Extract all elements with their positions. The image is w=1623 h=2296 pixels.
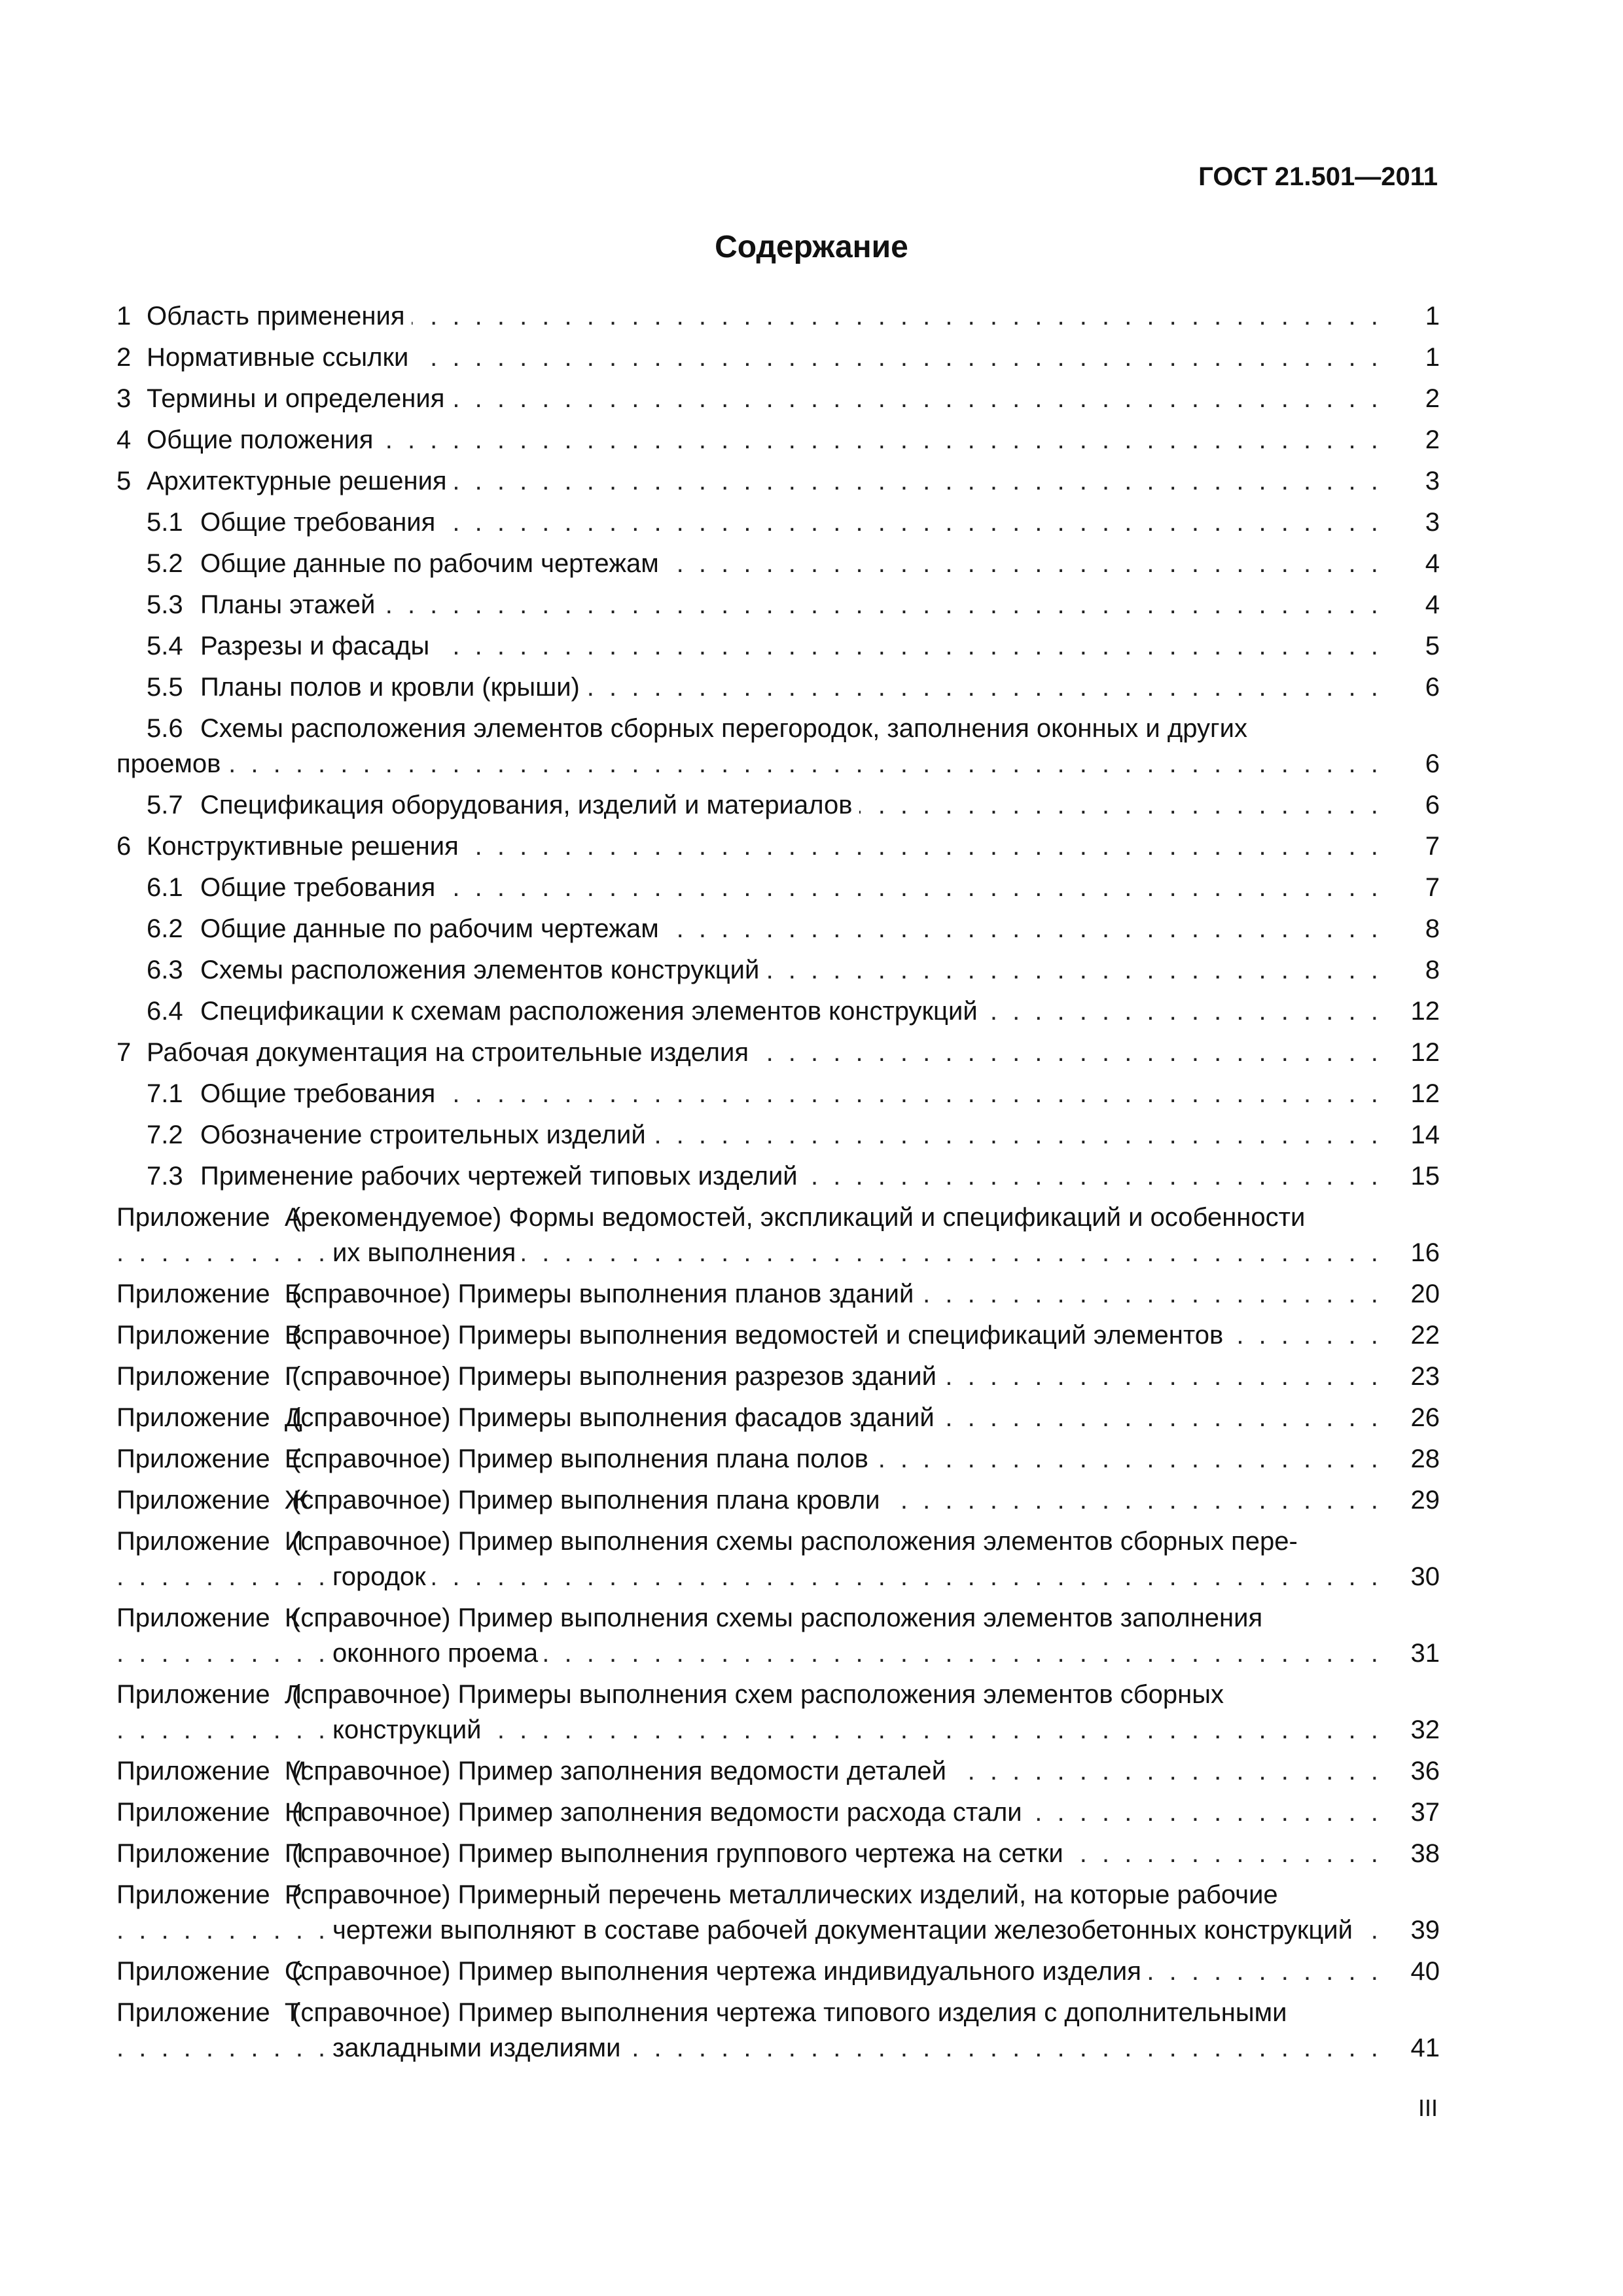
appendix-label: Приложение Е: [116, 1444, 302, 1473]
appendix-title: (справочное) Примеры выполнения разрезов зданий: [292, 1362, 936, 1391]
appendix-entry[interactable]: [116, 1441, 1440, 1477]
toc-entry-page: 12: [1386, 1076, 1440, 1111]
appendix-label: Приложение К: [116, 1604, 300, 1632]
toc-entry[interactable]: [116, 952, 1440, 988]
toc-entry-number: 7.3: [147, 1162, 183, 1191]
toc-entry-title: Общие требования: [200, 873, 436, 902]
toc-entry-page: 4: [1386, 587, 1440, 622]
toc-entry-number: 4: [116, 425, 132, 454]
appendix-page: 26: [1386, 1400, 1440, 1435]
appendix-continuation: городок: [332, 1562, 433, 1591]
appendix-entry[interactable]: [116, 1600, 1440, 1671]
appendix-label: Приложение Т: [116, 1998, 301, 2027]
appendix-entry[interactable]: [116, 1400, 1440, 1435]
appendix-title: (справочное) Примеры выполнения фасадов зданий: [292, 1403, 935, 1432]
appendix-entry[interactable]: [116, 1359, 1440, 1394]
appendix-label: Приложение Б: [116, 1280, 302, 1308]
toc-entry-title: Спецификации к схемам расположения элементов конструкций: [200, 997, 978, 1026]
toc-entry[interactable]: [116, 787, 1440, 823]
appendix-title: (справочное) Пример выполнения группового чертежа на сетки: [292, 1839, 1063, 1868]
appendix-entry[interactable]: [116, 1836, 1440, 1871]
toc-entry-title: Спецификация оборудования, изделий и материалов: [200, 791, 853, 819]
toc-entry-continuation: проемов: [116, 749, 227, 778]
appendix-label: Приложение М: [116, 1757, 307, 1785]
appendix-page: 16: [1386, 1235, 1440, 1270]
toc-entry-title: Планы полов и кровли (крыши): [200, 673, 580, 702]
appendix-continuation: конструкций: [332, 1715, 488, 1744]
appendix-continuation: закладными изделиями: [332, 2034, 628, 2062]
appendix-title: (справочное) Пример заполнения ведомости деталей: [292, 1757, 947, 1785]
toc-entry-title: Планы этажей: [200, 590, 376, 619]
appendix-entry[interactable]: [116, 1524, 1440, 1594]
appendix-label: Приложение Л: [116, 1680, 302, 1709]
appendix-label: Приложение С: [116, 1957, 304, 1986]
toc-entry[interactable]: [116, 711, 1440, 781]
toc-entry-number: 7: [116, 1038, 132, 1067]
toc-entry-number: 5.3: [147, 590, 183, 619]
toc-entry-number: 5.4: [147, 632, 183, 660]
appendix-title: (справочное) Пример выполнения схемы расположения элементов сборных пере-: [292, 1527, 1298, 1556]
toc-entry-number: 1: [116, 302, 132, 331]
appendix-label: Приложение В: [116, 1321, 302, 1350]
toc-entry-number: 6.3: [147, 956, 183, 984]
appendix-continuation: чертежи выполняют в составе рабочей документации железобетонных конструкций: [332, 1916, 1359, 1945]
toc-entry-number: 6.2: [147, 914, 183, 943]
toc-entry-title: Общие требования: [200, 1079, 436, 1108]
appendix-page: 32: [1386, 1712, 1440, 1748]
appendix-label: Приложение Н: [116, 1798, 304, 1827]
appendix-page: 39: [1386, 1912, 1440, 1948]
toc-entry-number: 6.1: [147, 873, 183, 902]
toc-entry-number: 5.6: [147, 714, 183, 743]
toc-entry[interactable]: [116, 911, 1440, 946]
page-title: Содержание: [715, 230, 908, 264]
appendix-entry[interactable]: [116, 1482, 1440, 1518]
appendix-page: 29: [1386, 1482, 1440, 1518]
toc-entry[interactable]: [116, 1117, 1440, 1153]
toc-entry[interactable]: [116, 829, 1440, 864]
toc-entry-title: Обозначение строительных изделий: [200, 1121, 646, 1149]
toc-entry-number: 5: [116, 467, 132, 495]
appendix-label: Приложение П: [116, 1839, 304, 1868]
toc-entry[interactable]: [116, 546, 1440, 581]
appendix-page: 37: [1386, 1795, 1440, 1830]
toc-entry-page: 4: [1386, 546, 1440, 581]
toc-entry-title: Схемы расположения элементов сборных перегородок, заполнения оконных и других: [200, 714, 1247, 743]
appendix-continuation: оконного проема: [332, 1639, 544, 1668]
toc-entry-page: 3: [1386, 463, 1440, 499]
toc-entry-page: 6: [1386, 670, 1440, 705]
document-code: ГОСТ 21.501—2011: [1198, 162, 1438, 191]
toc-entry-title: Рабочая документация на строительные изделия: [147, 1038, 749, 1067]
toc-entry-title: Общие требования: [200, 508, 436, 537]
toc-entry-number: 3: [116, 384, 132, 413]
toc-entry[interactable]: [116, 628, 1440, 664]
appendix-continuation: их выполнения: [332, 1238, 522, 1267]
appendix-label: Приложение Р: [116, 1880, 302, 1909]
appendix-title: (справочное) Примерный перечень металлических изделий, на которые рабочие: [292, 1880, 1278, 1909]
toc-entry-page: 7: [1386, 829, 1440, 864]
toc-entry-number: 2: [116, 343, 132, 372]
appendix-entry[interactable]: [116, 1276, 1440, 1312]
appendix-title: (справочное) Примеры выполнения ведомостей и спецификаций элементов: [292, 1321, 1224, 1350]
appendix-page: 23: [1386, 1359, 1440, 1394]
toc-entry[interactable]: [116, 340, 1440, 375]
appendix-entry[interactable]: [116, 1200, 1440, 1270]
toc-entry-title: Схемы расположения элементов конструкций: [200, 956, 760, 984]
appendix-page: 20: [1386, 1276, 1440, 1312]
toc-entry-page: 12: [1386, 994, 1440, 1029]
toc-entry-number: 7.1: [147, 1079, 183, 1108]
appendix-title: (справочное) Пример выполнения чертежа типового изделия с дополнительными: [292, 1998, 1287, 2027]
appendix-page: 41: [1386, 2030, 1440, 2066]
toc-entry-title: Термины и определения: [147, 384, 445, 413]
appendix-page: 30: [1386, 1559, 1440, 1594]
toc-entry-page: 8: [1386, 911, 1440, 946]
toc-entry[interactable]: [116, 1035, 1440, 1070]
appendix-title: (справочное) Пример заполнения ведомости расхода стали: [292, 1798, 1022, 1827]
appendix-entry[interactable]: [116, 1318, 1440, 1353]
toc-entry-title: Общие данные по рабочим чертежам: [200, 549, 659, 578]
table-of-contents: [116, 298, 1440, 2072]
toc-entry-page: 7: [1386, 870, 1440, 905]
toc-entry-page: 6: [1386, 746, 1440, 781]
appendix-page: 28: [1386, 1441, 1440, 1477]
page-number: III: [1418, 2094, 1438, 2121]
appendix-page: 31: [1386, 1636, 1440, 1671]
appendix-page: 40: [1386, 1954, 1440, 1989]
toc-entry[interactable]: [116, 381, 1440, 416]
toc-entry-page: 8: [1386, 952, 1440, 988]
toc-entry[interactable]: [116, 587, 1440, 622]
toc-entry-title: Нормативные ссылки: [147, 343, 409, 372]
appendix-entry[interactable]: [116, 1795, 1440, 1830]
toc-entry-page: 14: [1386, 1117, 1440, 1153]
appendix-label: Приложение Г: [116, 1362, 299, 1391]
appendix-page: 38: [1386, 1836, 1440, 1871]
appendix-entry[interactable]: [116, 1753, 1440, 1789]
appendix-title: (справочное) Пример выполнения чертежа индивидуального изделия: [292, 1957, 1141, 1986]
toc-entry-page: 2: [1386, 381, 1440, 416]
toc-entry[interactable]: [116, 505, 1440, 540]
toc-entry[interactable]: [116, 1158, 1440, 1194]
toc-entry-number: 7.2: [147, 1121, 183, 1149]
toc-entry-page: 2: [1386, 422, 1440, 457]
toc-entry[interactable]: [116, 670, 1440, 705]
appendix-title: (справочное) Пример выполнения плана полов: [292, 1444, 868, 1473]
toc-entry-page: 15: [1386, 1158, 1440, 1194]
appendix-page: 22: [1386, 1318, 1440, 1353]
toc-entry-number: 5.1: [147, 508, 183, 537]
appendix-title: (справочное) Пример выполнения плана кровли: [292, 1486, 880, 1515]
toc-entry[interactable]: [116, 463, 1440, 499]
appendix-label: Приложение И: [116, 1527, 304, 1556]
toc-entry-title: Область применения: [147, 302, 405, 331]
toc-entry[interactable]: [116, 422, 1440, 457]
appendix-title: (справочное) Примеры выполнения схем расположения элементов сборных: [292, 1680, 1224, 1709]
toc-entry-page: 12: [1386, 1035, 1440, 1070]
toc-entry-page: 5: [1386, 628, 1440, 664]
toc-entry[interactable]: [116, 298, 1440, 334]
appendix-title: (справочное) Пример выполнения схемы расположения элементов заполнения: [292, 1604, 1263, 1632]
toc-entry-number: 5.7: [147, 791, 183, 819]
appendix-label: Приложение А: [116, 1203, 302, 1232]
toc-entry-title: Общие данные по рабочим чертежам: [200, 914, 659, 943]
toc-entry-number: 6.4: [147, 997, 183, 1026]
toc-entry-title: Разрезы и фасады: [200, 632, 430, 660]
appendix-label: Приложение Д: [116, 1403, 302, 1432]
appendix-entry[interactable]: [116, 1954, 1440, 1989]
appendix-label: Приложение Ж: [116, 1486, 309, 1515]
toc-entry-page: 1: [1386, 340, 1440, 375]
appendix-title: (справочное) Примеры выполнения планов зданий: [292, 1280, 914, 1308]
toc-entry[interactable]: [116, 870, 1440, 905]
toc-entry-title: Применение рабочих чертежей типовых изделий: [200, 1162, 798, 1191]
toc-entry-page: 6: [1386, 787, 1440, 823]
toc-entry[interactable]: [116, 1076, 1440, 1111]
toc-entry-number: 5.5: [147, 673, 183, 702]
toc-entry-title: Архитектурные решения: [147, 467, 447, 495]
toc-entry-page: 3: [1386, 505, 1440, 540]
appendix-entry[interactable]: [116, 1995, 1440, 2066]
toc-entry-title: Общие положения: [147, 425, 374, 454]
toc-entry-number: 5.2: [147, 549, 183, 578]
toc-entry-title: Конструктивные решения: [147, 832, 459, 861]
appendix-page: 36: [1386, 1753, 1440, 1789]
appendix-entry[interactable]: [116, 1877, 1440, 1948]
appendix-title: (рекомендуемое) Формы ведомостей, экспликаций и спецификаций и особенности: [292, 1203, 1306, 1232]
toc-entry[interactable]: [116, 994, 1440, 1029]
toc-entry-number: 6: [116, 832, 132, 861]
toc-entry-page: 1: [1386, 298, 1440, 334]
appendix-entry[interactable]: [116, 1677, 1440, 1748]
